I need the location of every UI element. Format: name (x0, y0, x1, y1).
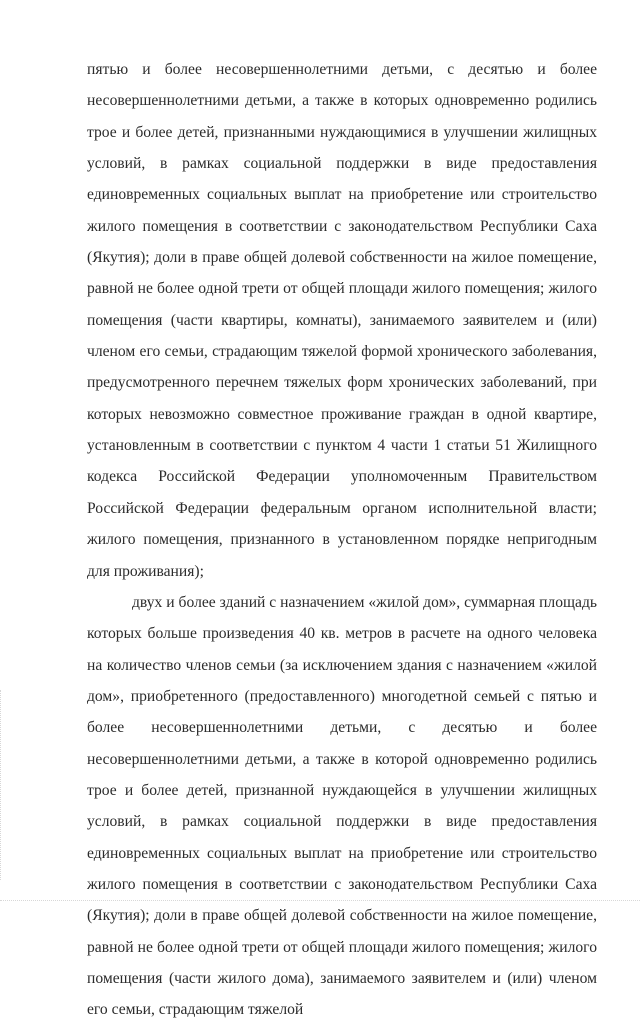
scan-edge-artifact (0, 690, 4, 880)
document-body (87, 54, 597, 1026)
page-bottom-edge (0, 900, 640, 901)
paragraph-continued: пятью и более несовершеннолетними детьми, с десятью и более несовершеннолетними детьми, а также в которых одновременно родились трое и более детей, признанными нуждающимися в улучшении жилищных условий, в рамках социальной поддержки в виде предоставления единовременных социальных выплат на приобретение или строительство жилого помещения в соответствии с законодательством Республики Саха (Якутия); доли в праве общей долевой собственности на жилое помещение, равной не более одной трети от общей площади жилого помещения; жилого помещения (части квартиры, комнаты), занимаемого заявителем и (или) членом его семьи, страдающим тяжелой формой хронического заболевания, предусмотренного перечнем тяжелых форм хронических заболеваний, при которых невозможно совместное проживание граждан в одной квартире, установленным в соответствии с пунктом 4 части 1 статьи 51 Жилищного кодекса Российской Федерации уполномоченным Правительством Российской Федерации федеральным органом исполнительной власти; жилого помещения, признанного в установленном порядке непригодным для проживания); (87, 61, 597, 580)
paragraph-two-buildings: двух и более зданий с назначением «жилой дом», суммарная площадь которых больше произведения 40 кв. метров в расчете на одного человека на количество членов семьи (за исключением здания с назначением «жилой дом», приобретенного (предоставленного) многодетной семьей с пятью и более несовершеннолетними детьми, с десятью и более несовершеннолетними детьми, а также в которой одновременно родились трое и более детей, признанной нуждающейся в улучшении жилищных условий, в рамках социальной поддержки в виде предоставления единовременных социальных выплат на приобретение или строительство жилого помещения в соответствии с законодательством Республики Саха (Якутия); доли в праве общей долевой собственности на жилое помещение, равной не более одной трети от общей площади жилого помещения; жилого помещения (части жилого дома), занимаемого заявителем и (или) членом его семьи, страдающим тяжелой (87, 593, 597, 1019)
